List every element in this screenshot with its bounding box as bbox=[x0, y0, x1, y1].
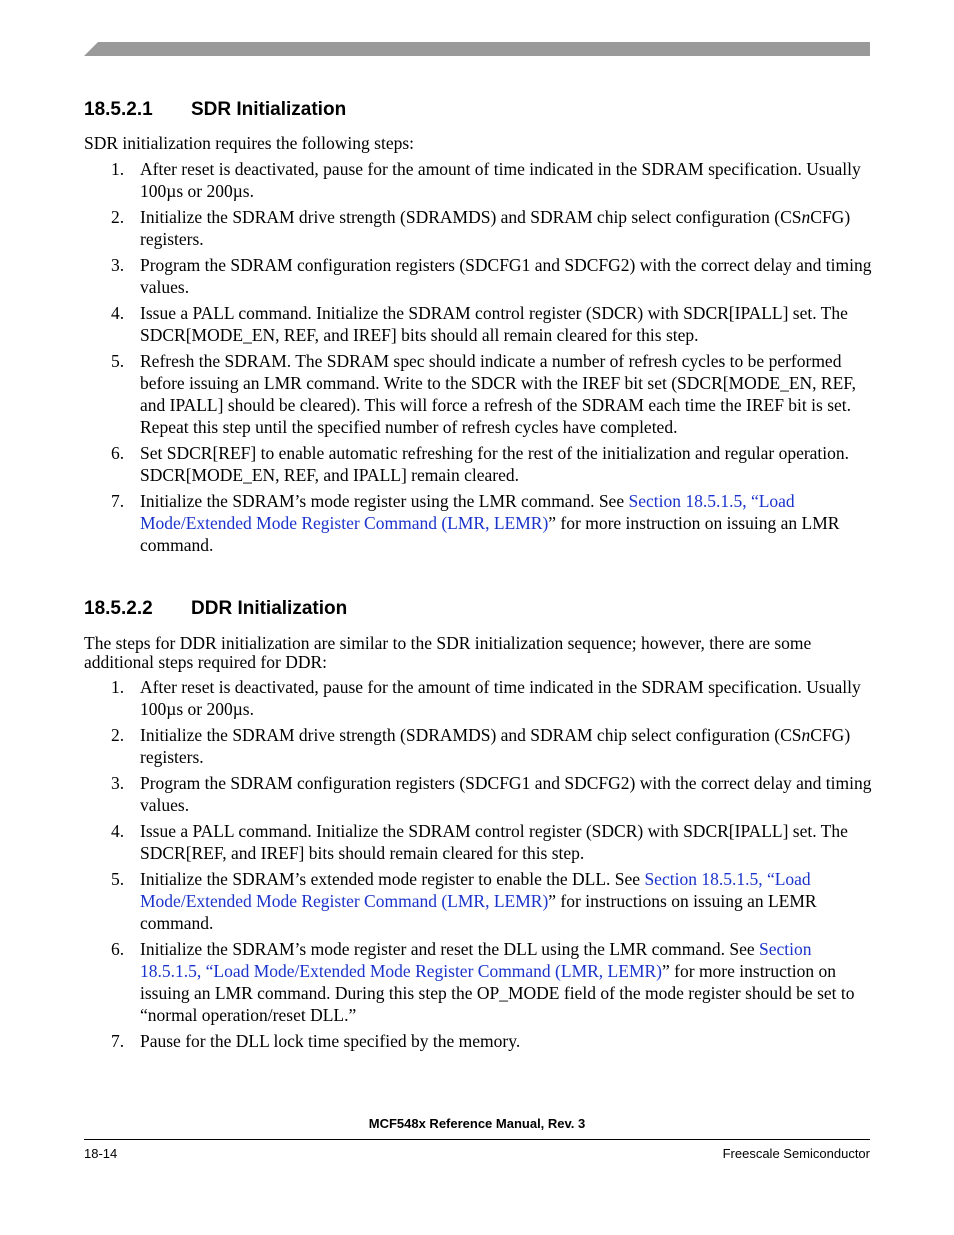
list-item bbox=[84, 158, 874, 202]
sdr-intro: SDR initialization requires the following steps: bbox=[84, 133, 415, 153]
list-item bbox=[84, 676, 874, 720]
step-text: Set SDCR[REF] to enable automatic refreshing for the rest of the initialization and regular operation. SDCR[MODE_EN, REF, and IPALL] remain cleared. bbox=[140, 443, 850, 485]
list-item bbox=[84, 206, 874, 250]
list-item bbox=[84, 724, 874, 768]
sdr-step-list bbox=[84, 158, 874, 560]
step-text: After reset is deactivated, pause for the amount of time indicated in the SDRAM specification. Usually 100µs or 200µs. bbox=[140, 159, 861, 201]
step-number: 1. bbox=[111, 159, 125, 179]
step-text: CFG) registers. bbox=[140, 207, 851, 249]
cross-reference-link[interactable]: Section 18.5.1.5, “Load Mode/Extended Mode Register Command (LMR, LEMR) bbox=[140, 869, 811, 911]
step-text: Issue a PALL command. Initialize the SDRAM control register (SDCR) with SDCR[IPALL] set. The SDCR[MODE_EN, REF, and IREF] bits should all remain cleared for this step. bbox=[140, 303, 848, 345]
step-text: Initialize the SDRAM’s extended mode register to enable the DLL. See bbox=[140, 869, 645, 889]
footer-page-number: 18-14 bbox=[84, 1146, 118, 1161]
list-item bbox=[84, 868, 874, 934]
step-text: ” for more instruction on issuing an LMR command. bbox=[140, 513, 840, 555]
header-bar bbox=[84, 42, 870, 56]
footer-company: Freescale Semiconductor bbox=[722, 1146, 870, 1161]
ddr-section-title: DDR Initialization bbox=[191, 598, 348, 619]
step-text: Program the SDRAM configuration registers (SDCFG1 and SDCFG2) with the correct delay and timing values. bbox=[140, 255, 872, 297]
step-number: 3. bbox=[111, 255, 125, 275]
sdr-section-number: 18.5.2.1 bbox=[84, 99, 153, 120]
list-item bbox=[84, 302, 874, 346]
step-number: 7. bbox=[111, 1031, 125, 1051]
step-text: Program the SDRAM configuration registers (SDCFG1 and SDCFG2) with the correct delay and timing values. bbox=[140, 773, 872, 815]
list-item bbox=[84, 350, 874, 438]
sdr-section-title: SDR Initialization bbox=[191, 99, 347, 120]
step-text: Initialize the SDRAM drive strength (SDRAMDS) and SDRAM chip select configuration (CS bbox=[140, 207, 802, 227]
ddr-section-heading bbox=[84, 598, 347, 620]
italic-text: n bbox=[801, 207, 811, 227]
step-text: Initialize the SDRAM’s mode register using the LMR command. See bbox=[140, 491, 629, 511]
step-number: 1. bbox=[111, 677, 125, 697]
step-number: 6. bbox=[111, 443, 125, 463]
italic-text: n bbox=[801, 725, 811, 745]
footer-divider bbox=[84, 1139, 870, 1140]
ddr-section-number: 18.5.2.2 bbox=[84, 598, 153, 619]
step-text: ” for instructions on issuing an LEMR command. bbox=[140, 891, 817, 933]
step-number: 2. bbox=[111, 725, 125, 745]
step-text: Pause for the DLL lock time specified by the memory. bbox=[140, 1031, 521, 1051]
cross-reference-link[interactable]: Section 18.5.1.5, “Load Mode/Extended Mode Register Command (LMR, LEMR) bbox=[140, 939, 812, 981]
step-number: 3. bbox=[111, 773, 125, 793]
step-number: 4. bbox=[111, 821, 125, 841]
step-number: 6. bbox=[111, 939, 125, 959]
ddr-step-list bbox=[84, 676, 874, 1056]
step-text: CFG) registers. bbox=[140, 725, 851, 767]
list-item bbox=[84, 254, 874, 298]
list-item bbox=[84, 1030, 874, 1052]
step-number: 5. bbox=[111, 351, 125, 371]
list-item bbox=[84, 772, 874, 816]
step-text: Refresh the SDRAM. The SDRAM spec should indicate a number of refresh cycles to be performed before issuing an LMR command. Write to the SDCR with the IREF bit set (SDCR[MODE_EN, REF, and IPALL] should be cleared). This will force a refresh of the SDRAM each time the IREF bit is set. Repeat this step until the specified number of refresh cycles have completed. bbox=[140, 351, 857, 437]
step-text: Issue a PALL command. Initialize the SDRAM control register (SDCR) with SDCR[IPALL] set. The SDCR[REF, and IREF] bits should remain cleared for this step. bbox=[140, 821, 848, 863]
step-text: Initialize the SDRAM drive strength (SDRAMDS) and SDRAM chip select configuration (CS bbox=[140, 725, 802, 745]
step-number: 4. bbox=[111, 303, 125, 323]
sdr-section-heading bbox=[84, 99, 346, 121]
step-number: 2. bbox=[111, 207, 125, 227]
list-item bbox=[84, 820, 874, 864]
cross-reference-link[interactable]: Section 18.5.1.5, “Load Mode/Extended Mode Register Command (LMR, LEMR) bbox=[140, 491, 795, 533]
step-text: ” for more instruction on issuing an LMR command. During this step the OP_MODE field of the mode register should be set to “normal operation/reset DLL.” bbox=[140, 961, 855, 1025]
list-item bbox=[84, 442, 874, 486]
step-number: 5. bbox=[111, 869, 125, 889]
list-item bbox=[84, 490, 874, 556]
list-item bbox=[84, 938, 874, 1026]
step-text: Initialize the SDRAM’s mode register and reset the DLL using the LMR command. See bbox=[140, 939, 760, 959]
step-number: 7. bbox=[111, 491, 125, 511]
ddr-intro: The steps for DDR initialization are similar to the SDR initialization sequence; however, there are some additional steps required for DDR: bbox=[84, 633, 812, 672]
step-text: After reset is deactivated, pause for the amount of time indicated in the SDRAM specification. Usually 100µs or 200µs. bbox=[140, 677, 861, 719]
footer-manual-title: MCF548x Reference Manual, Rev. 3 bbox=[368, 1116, 586, 1131]
